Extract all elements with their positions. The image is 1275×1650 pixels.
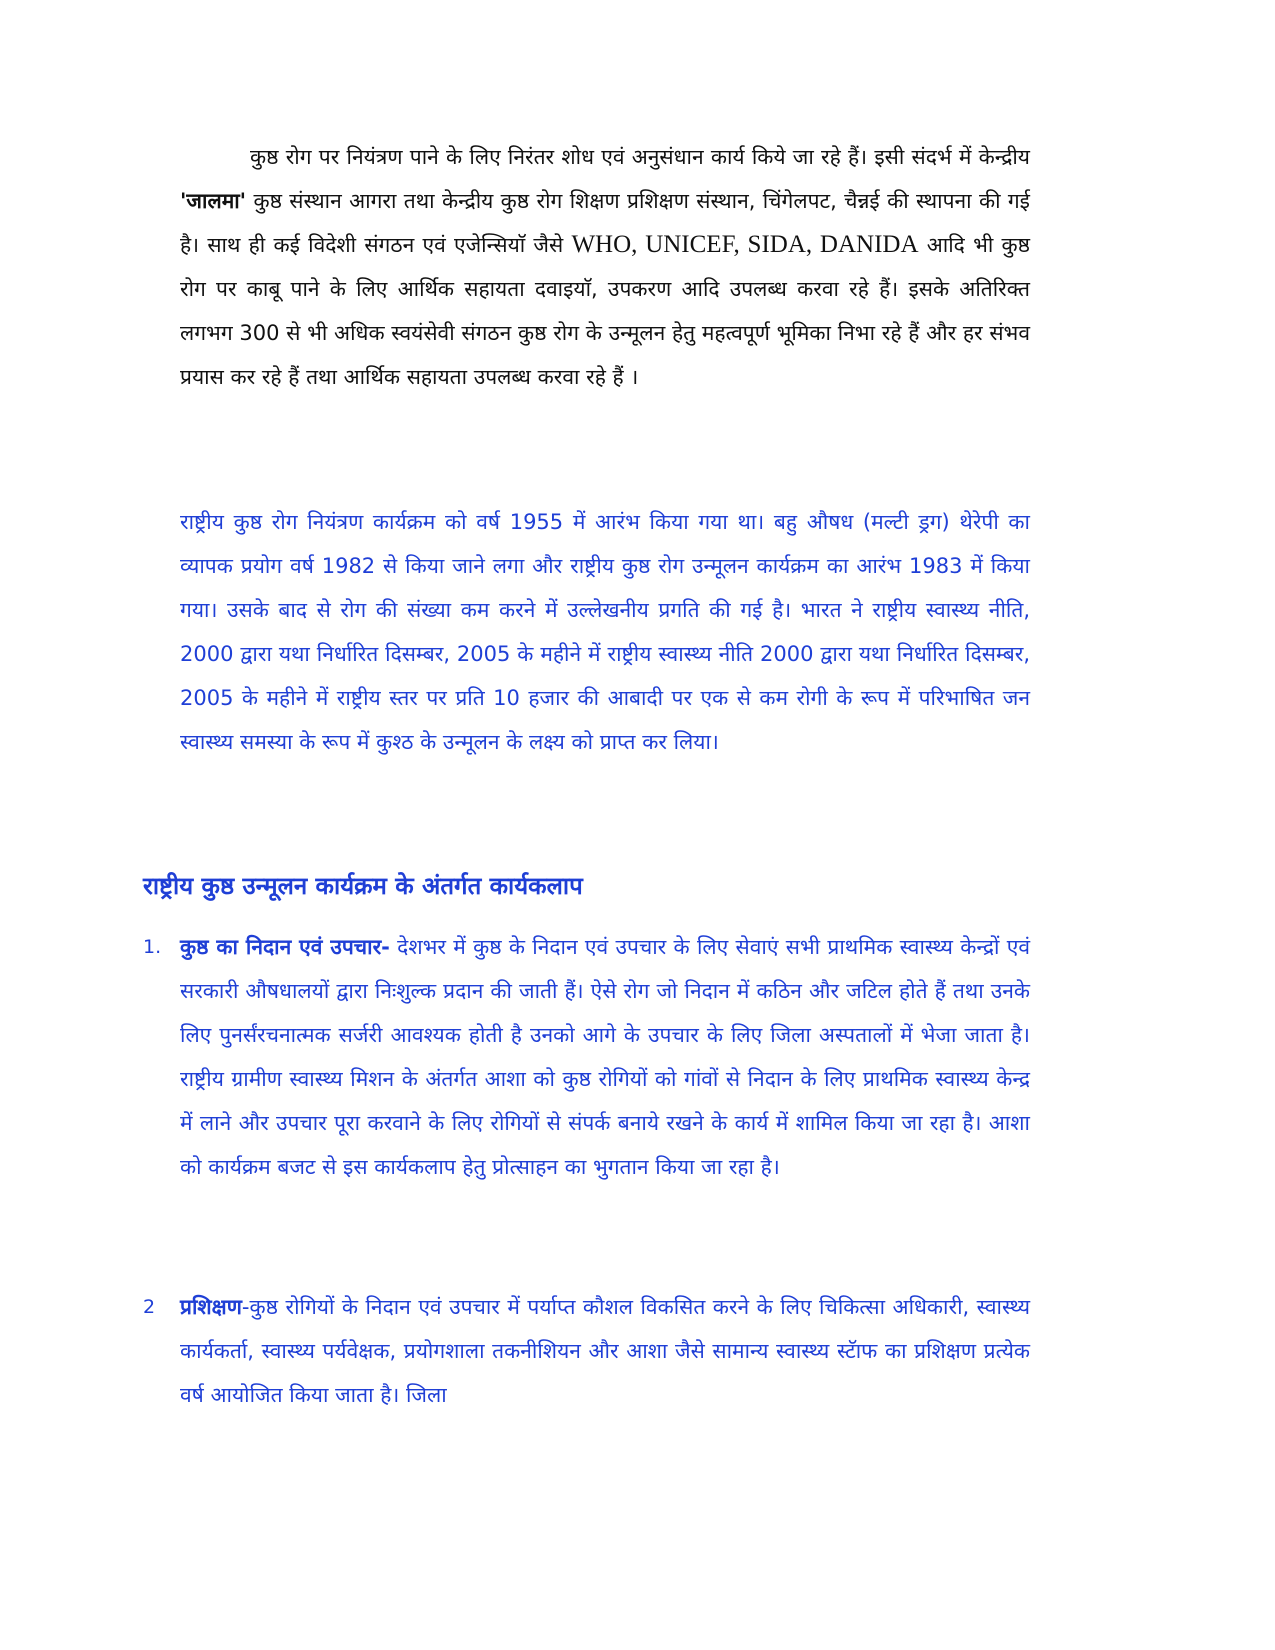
list-item-number: 1. — [143, 936, 162, 958]
paragraph-text: कुष्ठ रोग पर नियंत्रण पाने के लिए निरंतर शोध एवं अनुसंधान कार्य किये जा रहे हैं। इसी संदर्भ में केन्द्रीय — [250, 145, 1030, 169]
list-item-title: प्रशिक्षण — [180, 1295, 242, 1319]
list-item-text: देशभर में कुष्ठ के निदान एवं उपचार के लिए सेवाएं सभी प्राथमिक स्वास्थ्य केन्द्रों एवं सरकारी औषधालयों द्वारा निःशुल्क प्रदान की जाती हैं। ऐसे रोग जो निदान में कठिन और जटिल होते हैं तथा उनके लिए पुनर्संरचनात्मक सर्जरी आवश्यक होती है उनको आगे के उपचार के लिए जिला अस्पतालों में भेजा जाता है। राष्ट्रीय ग्रामीण स्वास्थ्य मिशन के अंतर्गत आशा को कुष्ठ रोगियों को गांवों से निदान के लिए प्राथमिक स्वास्थ्य केन्द्र में लाने और उपचार पूरा करवाने के लिए रोगियों से संपर्क बनाये रखने के कार्य में शामिल किया जा रहा है। आशा को कार्यक्रम बजट से इस कार्यकलाप हेतु प्रोत्साहन का भुगतान किया जा रहा है। — [180, 935, 1031, 1179]
list-item-title: कुष्ठ का निदान एवं उपचार- — [180, 935, 390, 959]
jalma-highlight: 'जालमा' — [180, 189, 247, 213]
paragraph-text: कुष्ठ संस्थान आगरा तथा केन्द्रीय कुष्ठ रोग शिक्षण प्रशिक्षण संस्थान, चिंगेलपट, चैन्नई की स्थापना की गई है। साथ ही कई विदेशी संगठन एवं एजेन्सियाॅ जैसे — [180, 189, 1030, 257]
paragraph-research-institutions — [180, 135, 1030, 399]
list-item-text: -कुष्ठ रोगियों के निदान एवं उपचार में पर्याप्त कौशल विकसित करने के लिए चिकित्सा अधिकारी, स्वास्थ्य कार्यकर्ता, स्वास्थ्य पर्यवेक्षक, प्रयोगशाला तकनीशियन और आशा जैसे सामान्य स्वास्थ्य स्टॅाफ का प्रशिक्षण प्रत्येक वर्ष आयोजित किया जाता है। जिला — [180, 1295, 1030, 1407]
section-heading: राष्ट्रीय कुष्ठ उन्मूलन कार्यक्रम के अंतर्गत कार्यकलाप — [143, 872, 583, 900]
list-item-diagnosis — [180, 925, 1030, 1189]
list-item-training — [180, 1285, 1030, 1417]
paragraph-program-history: राष्ट्रीय कुष्ठ रोग नियंत्रण कार्यक्रम को वर्ष 1955 में आरंभ किया गया था। बहु औषध (मल्टी ड्रग) थेरेपी का व्यापक प्रयोग वर्ष 1982 से किया जाने लगा और राष्ट्रीय कुष्ठ रोग उन्मूलन कार्यक्रम का आरंभ 1983 में किया गया। उसके बाद से रोग की संख्या कम करने में उल्लेखनीय प्रगति की गई है। भारत ने राष्ट्रीय स्वास्थ्य नीति, 2000 द्वारा यथा निर्धारित दिसम्बर, 2005 के महीने में राष्ट्रीय स्वास्थ्य नीति 2000 द्वारा यथा निर्धारित दिसम्बर, 2005 के महीने में राष्ट्रीय स्तर पर प्रति 10 हजार की आबादी पर एक से कम रोगी के रूप में परिभाषित जन स्वास्थ्य समस्या के रूप में कुश्ठ के उन्मूलन के लक्ष्य को प्राप्त कर लिया। — [180, 510, 1030, 754]
paragraph-text: आदि भी कुष्ठ रोग पर काबू पाने के लिए आर्थिक सहायता दवाइयाॅ, उपकरण आदि उपलब्ध करवा रहे हैं। इसके अतिरिक्त लगभग 300 से भी अधिक स्वयंसेवी संगठन कुष्ठ रोग के उन्मूलन हेतु महत्वपूर्ण भूमिका निभा रहे हैं और हर संभव प्रयास कर रहे हैं तथा आर्थिक सहायता उपलब्ध करवा रहे हैं । — [180, 233, 1030, 389]
list-item-number: 2 — [143, 1296, 156, 1318]
organization-names: WHO, UNICEF, SIDA, DANIDA — [571, 231, 919, 258]
